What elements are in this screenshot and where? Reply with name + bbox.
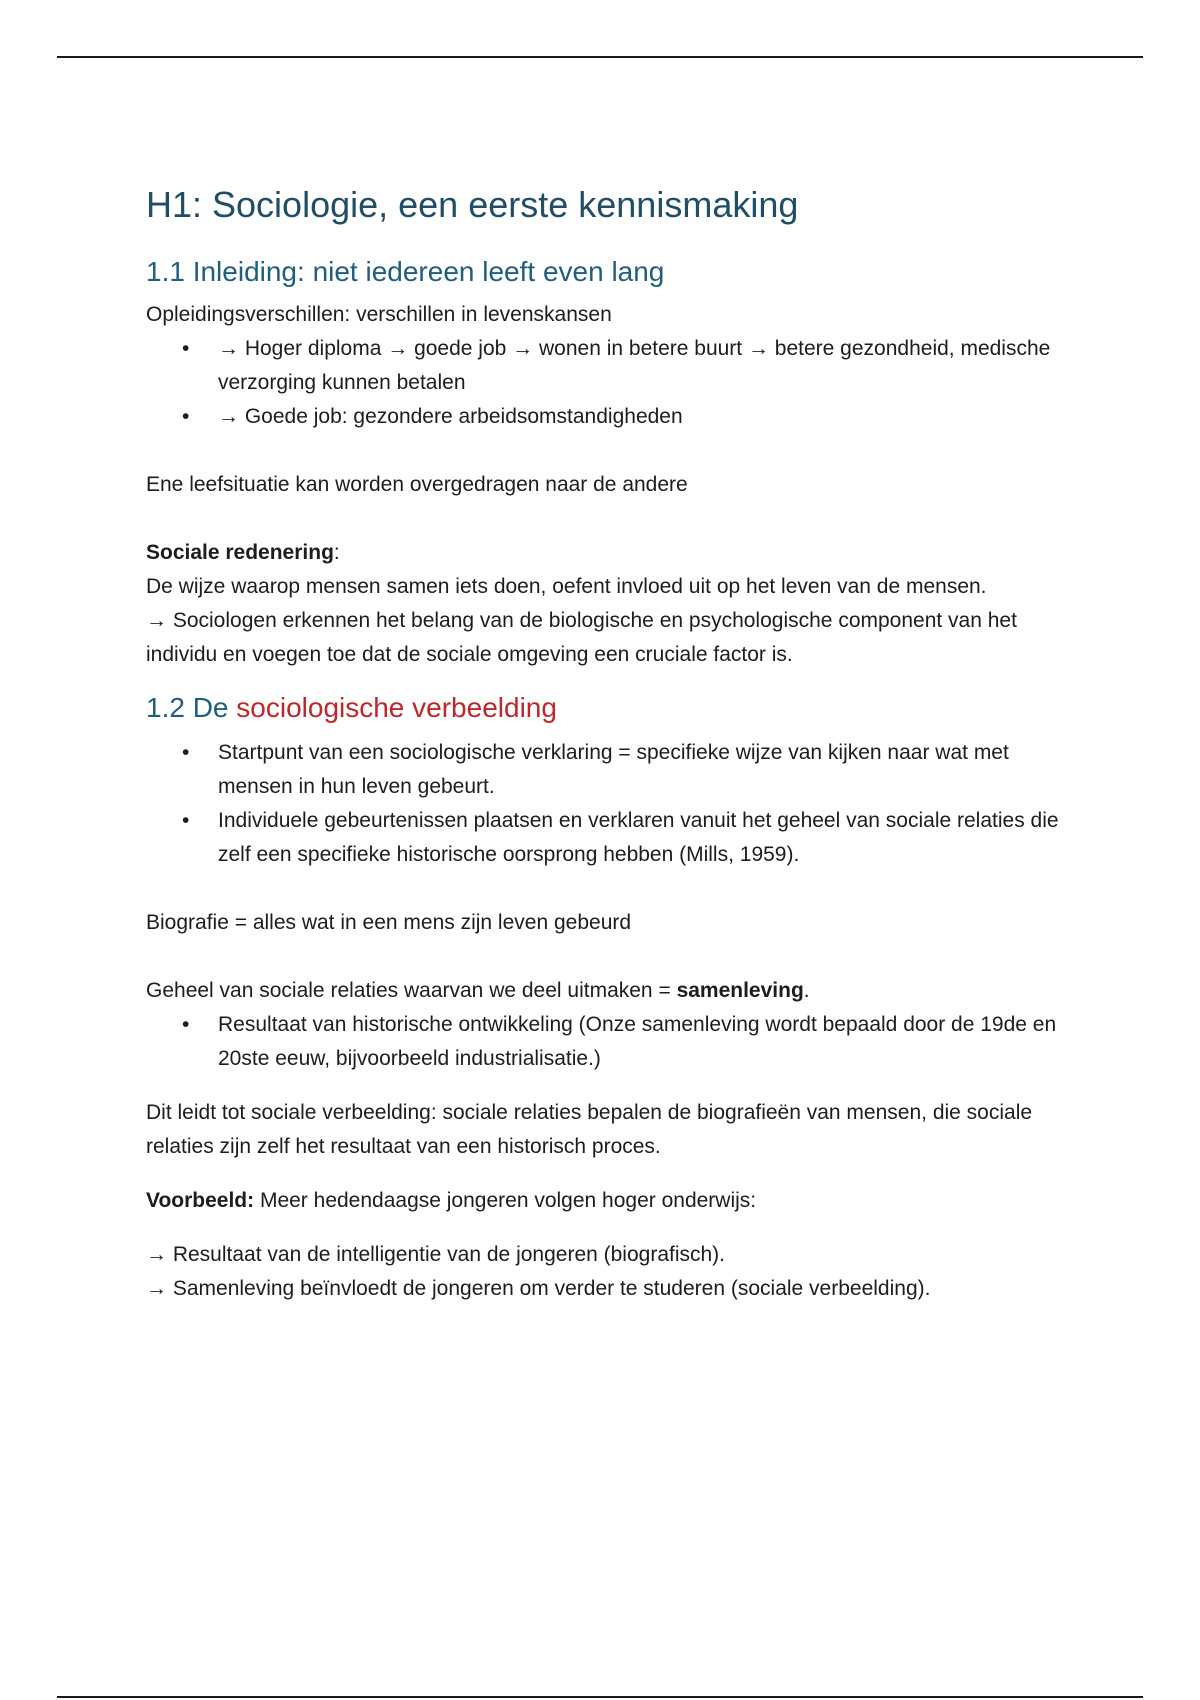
section-heading-1: 1.1 Inleiding: niet iedereen leeft even lang bbox=[146, 256, 665, 287]
list-item: • → Hoger diploma → goede job → wonen in betere buurt → betere gezondheid, medische verzorging kunnen betalen bbox=[146, 332, 1066, 400]
samenleving-bold: samenleving bbox=[676, 979, 804, 1002]
list-item: • Individuele gebeurtenissen plaatsen en verklaren vanuit het geheel van sociale relaties die zelf een specifieke historische oorsprong hebben (Mills, 1959). bbox=[146, 804, 1066, 872]
bullet-icon: • bbox=[182, 809, 190, 832]
arrow-line-2: → Samenleving beïnvloedt de jongeren om verder te studeren (sociale verbeelding). bbox=[146, 1277, 931, 1300]
document-page bbox=[146, 180, 1066, 1306]
term-line: Sociale redenering: bbox=[146, 541, 340, 564]
bullet-list-1 bbox=[146, 332, 1066, 434]
heading-accent: sociologische verbeelding bbox=[236, 692, 557, 723]
note-paragraph: → Sociologen erkennen het belang van de biologische en psychologische component van het individu en voegen toe dat de sociale omgeving een cruciale factor is. bbox=[146, 609, 1017, 666]
bottom-rule bbox=[57, 1696, 1143, 1698]
bullet-icon: • bbox=[182, 337, 190, 360]
list-item: • → Goede job: gezondere arbeidsomstandigheden bbox=[146, 400, 1066, 434]
bullet-icon: • bbox=[182, 405, 190, 428]
definition-paragraph: De wijze waarop mensen samen iets doen, oefent invloed uit op het leven van de mensen. bbox=[146, 575, 987, 598]
list-item: • Startpunt van een sociologische verklaring = specifieke wijze van kijken naar wat met mensen in hun leven gebeurt. bbox=[146, 736, 1066, 804]
example-line: Voorbeeld: Meer hedendaagse jongeren volgen hoger onderwijs: bbox=[146, 1189, 757, 1212]
transfer-paragraph: Ene leefsituatie kan worden overgedragen naar de andere bbox=[146, 473, 688, 496]
example-label: Voorbeeld: bbox=[146, 1189, 255, 1212]
conclusion-paragraph: Dit leidt tot sociale verbeelding: sociale relaties bepalen de biografieën van mensen, die sociale relaties zijn zelf het resultaat van een historisch proces. bbox=[146, 1101, 1033, 1158]
bullet-icon: • bbox=[182, 1013, 190, 1036]
bullet-list-2 bbox=[146, 736, 1066, 872]
top-rule bbox=[57, 56, 1143, 58]
term-bold: Sociale redenering bbox=[146, 541, 334, 564]
bullet-list-3 bbox=[146, 1008, 1066, 1076]
biografie-paragraph: Biografie = alles wat in een mens zijn leven gebeurd bbox=[146, 911, 632, 934]
samenleving-paragraph: Geheel van sociale relaties waarvan we deel uitmaken = samenleving. bbox=[146, 979, 810, 1002]
arrow-line-1: → Resultaat van de intelligentie van de jongeren (biografisch). bbox=[146, 1243, 726, 1266]
chapter-title: H1: Sociologie, een eerste kennismaking bbox=[146, 184, 799, 225]
list-item: • Resultaat van historische ontwikkeling (Onze samenleving wordt bepaald door de 19de en 20ste eeuw, bijvoorbeeld industrialisatie.) bbox=[146, 1008, 1066, 1076]
section-heading-2: 1.2 De sociologische verbeelding bbox=[146, 692, 557, 723]
bullet-icon: • bbox=[182, 741, 190, 764]
intro-paragraph: Opleidingsverschillen: verschillen in levenskansen bbox=[146, 303, 612, 326]
